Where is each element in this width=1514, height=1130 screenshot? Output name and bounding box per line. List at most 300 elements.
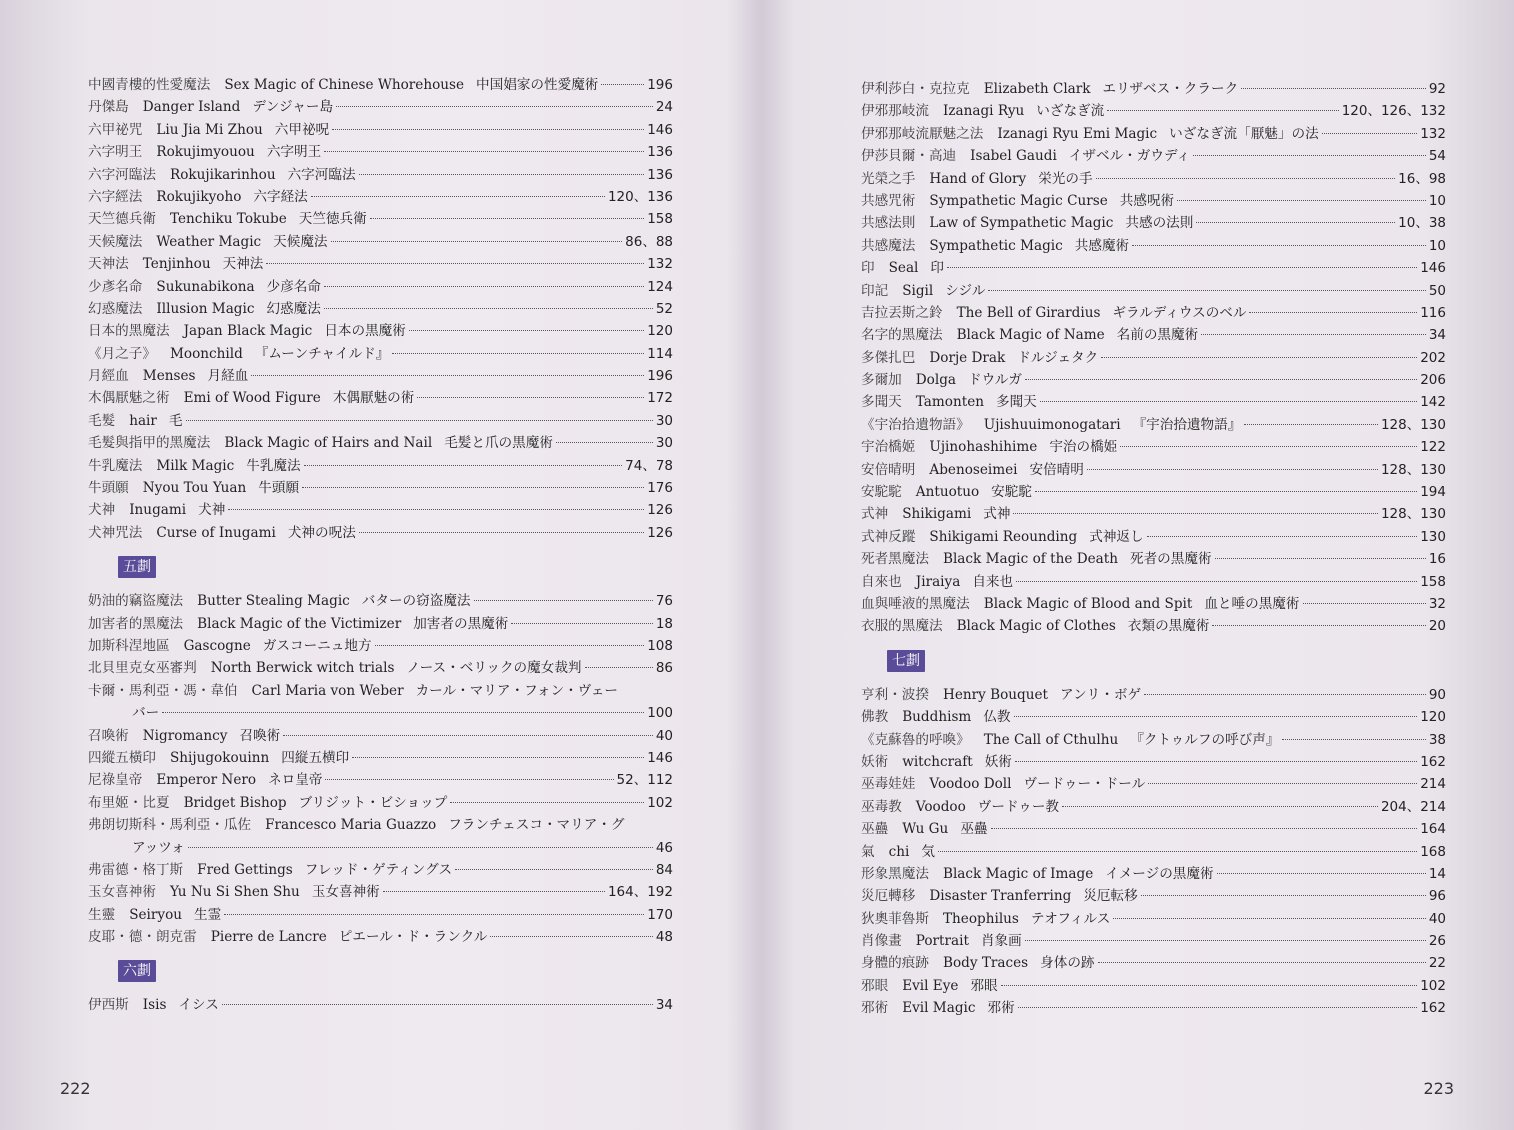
index-entry	[88, 926, 673, 948]
entry-chinese: 犬神	[88, 502, 116, 519]
leader-dots	[1113, 917, 1426, 919]
entry-english: Antuotuo	[915, 484, 980, 501]
leader-dots	[1148, 782, 1417, 784]
entry-japanese: アンリ・ボゲ	[1060, 686, 1142, 703]
entry-page-ref: 22	[1428, 955, 1446, 972]
entry-english: Black Magic of Image	[942, 865, 1094, 882]
entry-page-ref: 158	[647, 211, 673, 228]
entry-japanese: 加害者の黒魔術	[413, 615, 509, 632]
index-entry	[861, 168, 1446, 190]
entry-english: witchcraft	[902, 753, 973, 770]
leader-dots	[490, 935, 652, 937]
entry-japanese: ドウルガ	[968, 372, 1022, 389]
leader-dots	[1147, 535, 1418, 537]
entry-japanese: いざなぎ流	[1036, 103, 1105, 120]
entry-page-ref: 34	[655, 997, 673, 1014]
entry-english: Law of Sympathetic Magic	[929, 215, 1114, 232]
leader-dots	[1107, 109, 1338, 111]
index-entry	[88, 410, 673, 432]
entry-japanese: 月経血	[207, 368, 249, 385]
entry-japanese: イザベル・ガウディ	[1068, 148, 1191, 165]
entry-japanese: 邪術	[987, 1000, 1015, 1017]
index-entry	[88, 590, 673, 612]
entry-page-ref: 40	[1428, 910, 1446, 927]
entry-japanese: 宇治の橋姫	[1049, 439, 1118, 456]
entry-page-ref: 128、130	[1380, 506, 1446, 523]
entry-page-ref: 116	[1420, 304, 1446, 321]
leader-dots	[1193, 154, 1426, 156]
section-heading-label: 七劃	[887, 650, 925, 672]
entry-japanese: 天候魔法	[273, 233, 328, 250]
leader-dots	[325, 778, 613, 780]
index-entry	[861, 347, 1446, 369]
entry-chinese: 六字明王	[88, 144, 143, 161]
entry-chinese: 宇治橋姬	[861, 439, 916, 456]
entry-english: Francesco Maria Guazzo	[265, 817, 437, 834]
entry-chinese: 北貝里克女巫審判	[88, 660, 197, 677]
entry-chinese: 安倍晴明	[861, 461, 916, 478]
entry-chinese: 衣服的黑魔法	[861, 618, 943, 635]
index-entry	[88, 208, 673, 230]
leader-dots	[251, 374, 644, 376]
index-entry	[88, 814, 673, 836]
entry-page-ref: 14	[1428, 865, 1446, 882]
index-entry	[88, 613, 673, 635]
entry-chinese: 血與唾液的黑魔法	[861, 595, 970, 612]
entry-english: Emperor Nero	[156, 772, 257, 789]
leader-dots	[988, 289, 1425, 291]
entry-chinese: 尼祿皇帝	[88, 772, 143, 789]
entry-english: Curse of Inugami	[156, 524, 276, 541]
index-entry	[88, 477, 673, 499]
leader-dots	[359, 531, 644, 533]
index-entry	[861, 908, 1446, 930]
entry-page-ref: 162	[1420, 1000, 1446, 1017]
entry-japanese: 血と唾の黒魔術	[1204, 595, 1300, 612]
index-entry	[861, 593, 1446, 615]
index-entry	[861, 436, 1446, 458]
entry-japanese: 六字明王	[266, 144, 322, 161]
entry-page-ref: 146	[647, 121, 673, 138]
index-entry	[861, 257, 1446, 279]
entry-english: Evil Magic	[902, 1000, 976, 1017]
section-heading	[88, 544, 673, 590]
index-entry	[861, 235, 1446, 257]
leader-dots	[186, 419, 653, 421]
entry-chinese: 六字經法	[88, 188, 143, 205]
leader-dots	[324, 307, 653, 309]
index-entry	[861, 706, 1446, 728]
entry-page-ref: 120、136	[607, 188, 673, 205]
entry-japanese: 名前の黒魔術	[1116, 327, 1199, 344]
entry-japanese: 牛頭願	[258, 480, 300, 497]
leader-dots	[1062, 805, 1378, 807]
index-entry	[861, 818, 1446, 840]
leader-dots	[1303, 602, 1426, 604]
index-entry	[88, 635, 673, 657]
entry-english: Black Magic of Blood and Spit	[983, 595, 1193, 612]
entry-chinese: 六甲祕咒	[88, 121, 143, 138]
leader-dots	[162, 711, 644, 713]
entry-japanese: 中国娼家の性愛魔術	[476, 77, 599, 93]
index-column-right	[861, 78, 1446, 1020]
leader-dots	[1016, 580, 1417, 582]
entry-english: Henry Bouquet	[942, 686, 1049, 703]
entry-english: Izanagi Ryu	[942, 103, 1025, 120]
entry-chinese: 肖像畫	[861, 933, 902, 950]
leader-dots	[409, 329, 644, 331]
index-entry	[861, 503, 1446, 525]
entry-english: Disaster Tranferring	[929, 888, 1072, 905]
entry-chinese: 印	[861, 260, 875, 277]
entry-chinese: 弗雷德・格丁斯	[88, 861, 184, 878]
entry-english: Ujinohashihime	[929, 439, 1038, 456]
index-entry	[861, 391, 1446, 413]
index-entry	[88, 747, 673, 769]
entry-page-ref: 74、78	[625, 457, 673, 474]
entry-page-ref: 168	[1420, 843, 1446, 860]
entry-japanese: ヴードゥー教	[977, 798, 1060, 815]
entry-page-ref: 132	[647, 256, 673, 273]
entry-chinese: 加斯科涅地區	[88, 637, 170, 654]
entry-japanese: 生霊	[194, 906, 222, 923]
entry-japanese: 仏教	[983, 709, 1011, 726]
index-entry	[861, 526, 1446, 548]
entry-chinese: 共感法則	[861, 215, 916, 232]
entry-page-ref: 10	[1428, 237, 1446, 254]
entry-page-ref: 136	[647, 144, 673, 161]
entry-english: Tamonten	[915, 394, 984, 411]
entry-japanese: 妖術	[984, 753, 1012, 770]
index-entry	[88, 769, 673, 791]
entry-japanese: 毛髪と爪の黒魔術	[444, 435, 553, 452]
index-entry	[88, 904, 673, 926]
entry-chinese: 四縱五橫印	[88, 749, 156, 766]
leader-dots	[417, 396, 644, 398]
entry-chinese: 吉拉丟斯之鈴	[861, 304, 943, 321]
index-entry	[88, 725, 673, 747]
entry-chinese: 佛教	[861, 709, 889, 726]
entry-chinese: 亨利・波揆	[861, 686, 929, 703]
index-entry	[88, 881, 673, 903]
index-entry	[88, 276, 673, 298]
entry-japanese: カール・マリア・フォン・ヴェー	[415, 682, 619, 699]
entry-page-ref: 40	[655, 727, 673, 744]
entry-japanese: テオフィルス	[1030, 910, 1111, 927]
entry-japanese: ガスコーニュ地方	[262, 637, 372, 654]
entry-japanese: イメージの黒魔術	[1105, 865, 1214, 882]
entry-english: Carl Maria von Weber	[251, 682, 404, 699]
entry-japanese: いざなぎ流「厭魅」の法	[1169, 125, 1319, 142]
leader-dots	[1322, 132, 1418, 134]
entry-english: Sex Magic of Chinese Whorehouse	[224, 77, 465, 93]
entry-english: Nigromancy	[142, 727, 228, 744]
index-entry	[88, 387, 673, 409]
entry-page-ref: 142	[1420, 394, 1446, 411]
entry-chinese: 自來也	[861, 573, 902, 590]
entry-english: Fred Gettings	[197, 861, 293, 878]
entry-page-ref: 114	[647, 345, 673, 362]
entry-chinese: 形象黑魔法	[861, 865, 929, 882]
entry-page-ref: 130	[1420, 528, 1446, 545]
leader-dots	[450, 801, 644, 803]
leader-dots	[1249, 311, 1417, 313]
index-entry	[88, 522, 673, 544]
entry-chinese: 召喚術	[88, 727, 129, 744]
index-entry	[88, 792, 673, 814]
entry-english: Black Magic of the Death	[942, 551, 1118, 568]
entry-english: Voodoo	[915, 798, 966, 815]
entry-english: Black Magic of Hairs and Nail	[224, 435, 433, 452]
entry-page-ref: 206	[1420, 372, 1446, 389]
entry-chinese: 巫毒娃娃	[861, 776, 916, 793]
entry-page-ref: 202	[1420, 349, 1446, 366]
entry-japanese: 衣類の黒魔術	[1127, 618, 1210, 635]
leader-dots	[1025, 378, 1417, 380]
entry-japanese: ブリジット・ビショップ	[298, 794, 448, 811]
entry-page-ref: 18	[655, 615, 673, 632]
entry-japanese: 多聞天	[996, 394, 1037, 411]
entry-page-ref: 120	[1420, 709, 1446, 726]
index-entry	[861, 324, 1446, 346]
leader-dots	[375, 644, 645, 646]
entry-japanese: ドルジェタク	[1017, 349, 1099, 366]
entry-chinese: 牛頭願	[88, 480, 129, 497]
index-entry	[861, 863, 1446, 885]
leader-dots	[1096, 177, 1396, 179]
index-entry	[88, 994, 673, 1016]
entry-japanese: ギラルディウスのベル	[1112, 304, 1247, 321]
entry-english: Weather Magic	[156, 233, 262, 250]
entry-chinese: 印記	[861, 282, 889, 299]
entry-chinese: 布里姬・比夏	[88, 794, 170, 811]
entry-chinese: 六字河臨法	[88, 166, 156, 183]
entry-page-ref: 164	[1420, 821, 1446, 838]
entry-page-ref: 122	[1420, 439, 1446, 456]
index-entry	[861, 975, 1446, 997]
entry-page-ref: 26	[1428, 933, 1446, 950]
entry-chinese: 《宇治拾遺物語》	[861, 416, 970, 433]
index-entry	[88, 432, 673, 454]
leader-dots	[302, 486, 644, 488]
entry-chinese: 伊西斯	[88, 997, 129, 1014]
index-entry	[88, 859, 673, 881]
entry-japanese: ピエール・ド・ランクル	[338, 929, 488, 946]
entry-chinese: 身體的痕跡	[861, 955, 929, 972]
entry-english: Evil Eye	[902, 977, 959, 994]
entry-japanese: 災厄転移	[1083, 888, 1138, 905]
leader-dots	[283, 734, 653, 736]
leader-dots	[1120, 445, 1417, 447]
entry-japanese: 死者の黒魔術	[1129, 551, 1212, 568]
entry-chinese: 巫毒教	[861, 798, 902, 815]
entry-chinese: 《克蘇魯的呼喚》	[861, 731, 970, 748]
leader-dots	[228, 508, 644, 510]
leader-dots	[1001, 984, 1418, 986]
entry-page-ref: 76	[655, 593, 673, 610]
entry-english: Dolga	[915, 372, 957, 389]
leader-dots	[1035, 490, 1417, 492]
entry-page-ref: 158	[1420, 573, 1446, 590]
entry-chinese: 少彥名命	[88, 278, 143, 295]
entry-japanese: ノース・ベリックの魔女裁判	[406, 660, 582, 677]
leader-dots	[266, 262, 644, 264]
entry-english: chi	[888, 843, 910, 860]
entry-chinese: 日本的黑魔法	[88, 323, 170, 340]
leader-dots	[370, 217, 645, 219]
leader-dots	[224, 913, 644, 915]
entry-english: Liu Jia Mi Zhou	[156, 121, 263, 138]
leader-dots	[601, 83, 644, 85]
index-entry	[861, 302, 1446, 324]
entry-english: Sympathetic Magic Curse	[929, 192, 1108, 209]
entry-page-ref: 128、130	[1380, 416, 1446, 433]
entry-page-ref: 38	[1428, 731, 1446, 748]
entry-page-ref: 196	[647, 77, 673, 93]
entry-english: Inugami	[129, 502, 187, 519]
entry-page-ref: 16	[1428, 551, 1446, 568]
page-number-right: 223	[1423, 1079, 1454, 1098]
leader-dots	[1132, 244, 1426, 246]
entry-japanese: 玉女喜神術	[311, 884, 380, 901]
entry-japanese: ネロ皇帝	[268, 772, 323, 789]
leader-dots	[1101, 356, 1417, 358]
entry-chinese: 安駝駝	[861, 484, 902, 501]
index-entry	[861, 123, 1446, 145]
entry-japanese: 『宇治拾遺物語』	[1132, 416, 1242, 433]
index-entry	[88, 164, 673, 186]
entry-english: Shijugokouinn	[169, 749, 270, 766]
entry-japanese: 式神返し	[1089, 528, 1144, 545]
entry-chinese: 名字的黑魔法	[861, 327, 943, 344]
entry-english: Seiryou	[129, 906, 183, 923]
index-entry	[861, 729, 1446, 751]
entry-page-ref: 120、126、132	[1341, 103, 1446, 120]
leader-dots	[1201, 333, 1426, 335]
section-heading-label: 五劃	[118, 556, 156, 578]
entry-english: Rokujikarinhou	[169, 166, 276, 183]
entry-english: Butter Stealing Magic	[197, 593, 350, 610]
entry-english: Seal	[888, 260, 919, 277]
entry-japanese: 安倍晴明	[1029, 461, 1084, 478]
entry-japanese: 四縦五横印	[281, 749, 350, 766]
entry-english: Japan Black Magic	[183, 323, 313, 340]
entry-chinese: 生靈	[88, 906, 116, 923]
entry-chinese: 皮耶・德・朗克雷	[88, 929, 197, 946]
index-entry	[88, 96, 673, 118]
leader-dots	[311, 195, 605, 197]
index-entry	[861, 684, 1446, 706]
entry-chinese: 卡爾・馬利亞・馮・韋伯	[88, 682, 238, 699]
entry-japanese: 天竺徳兵衛	[298, 211, 367, 228]
entry-page-ref: 50	[1428, 282, 1446, 299]
entry-chinese: 邪術	[861, 1000, 889, 1017]
entry-japanese: 幻惑魔法	[266, 300, 321, 317]
entry-japanese: 毛	[168, 412, 183, 429]
entry-japanese: 安駝駝	[991, 484, 1032, 501]
entry-page-ref: 102	[647, 794, 673, 811]
entry-japanese: 『クトゥルフの呼び声』	[1130, 731, 1280, 748]
index-entry	[861, 796, 1446, 818]
index-entry	[861, 571, 1446, 593]
right-page	[757, 0, 1514, 1130]
entry-page-ref: 102	[1420, 977, 1446, 994]
entry-japanese: フレッド・ゲティングス	[304, 861, 453, 878]
index-entry	[88, 119, 673, 141]
entry-chinese: 犬神咒法	[88, 524, 143, 541]
entry-chinese: 天竺德兵衛	[88, 211, 156, 228]
entry-english: Body Traces	[942, 955, 1029, 972]
leader-dots	[1025, 939, 1426, 941]
index-entry	[861, 78, 1446, 100]
entry-page-ref: 84	[655, 861, 673, 878]
entry-page-ref: 90	[1428, 686, 1446, 703]
leader-dots	[324, 150, 644, 152]
leader-dots	[1215, 557, 1426, 559]
entry-chinese: 中國青樓的性愛魔法	[88, 77, 211, 93]
entry-english: Shikigami Reounding	[929, 528, 1078, 545]
leader-dots	[947, 266, 1417, 268]
entry-japanese: 少彦名命	[266, 278, 321, 295]
entry-japanese: 栄光の手	[1038, 170, 1093, 187]
index-entry	[861, 773, 1446, 795]
entry-japanese: 六字経法	[253, 188, 308, 205]
index-entry	[861, 885, 1446, 907]
entry-page-ref: 194	[1420, 484, 1446, 501]
entry-japanese: ヴードゥー・ドール	[1023, 776, 1146, 793]
index-entry	[88, 298, 673, 320]
entry-page-ref: 54	[1428, 148, 1446, 165]
leader-dots	[383, 890, 605, 892]
entry-japanese: アッツォ	[132, 839, 185, 856]
leader-dots	[511, 622, 652, 624]
entry-japanese: 印	[930, 260, 944, 277]
entry-page-ref: 172	[647, 390, 673, 407]
entry-japanese: 肖象画	[980, 933, 1022, 950]
entry-page-ref: 146	[647, 749, 673, 766]
entry-japanese: 身体の跡	[1040, 955, 1095, 972]
entry-japanese: 犬神の呪法	[287, 524, 356, 541]
index-entry	[88, 455, 673, 477]
leader-dots	[474, 599, 653, 601]
entry-english: Buddhism	[902, 709, 972, 726]
entry-chinese: 災厄轉移	[861, 888, 916, 905]
entry-english: The Bell of Girardius	[956, 304, 1101, 321]
entry-chinese: 氣	[861, 843, 875, 860]
index-entry	[861, 414, 1446, 436]
entry-chinese: 伊邪那岐流厭魅之法	[861, 125, 984, 142]
entry-english: Black Magic of Name	[956, 327, 1105, 344]
section-heading	[861, 638, 1446, 684]
entry-english: Portrait	[915, 933, 969, 950]
entry-chinese: 木偶厭魅之術	[88, 390, 170, 407]
entry-page-ref: 16、98	[1398, 170, 1446, 187]
leader-dots	[585, 666, 653, 668]
entry-english: Theophilus	[942, 910, 1019, 927]
entry-page-ref: 52、112	[616, 772, 673, 789]
entry-chinese: 幻惑魔法	[88, 300, 143, 317]
leader-dots	[1217, 872, 1426, 874]
entry-english: Gascogne	[183, 637, 251, 654]
entry-page-ref: 108	[647, 637, 673, 654]
entry-japanese: エリザベス・クラーク	[1102, 81, 1239, 97]
entry-chinese: 邪眼	[861, 977, 889, 994]
entry-english: Black Magic of Clothes	[956, 618, 1116, 635]
page-number-left: 222	[60, 1079, 91, 1098]
entry-english: Isis	[142, 997, 167, 1014]
entry-english: Pierre de Lancre	[210, 929, 327, 946]
leader-dots	[1177, 199, 1426, 201]
